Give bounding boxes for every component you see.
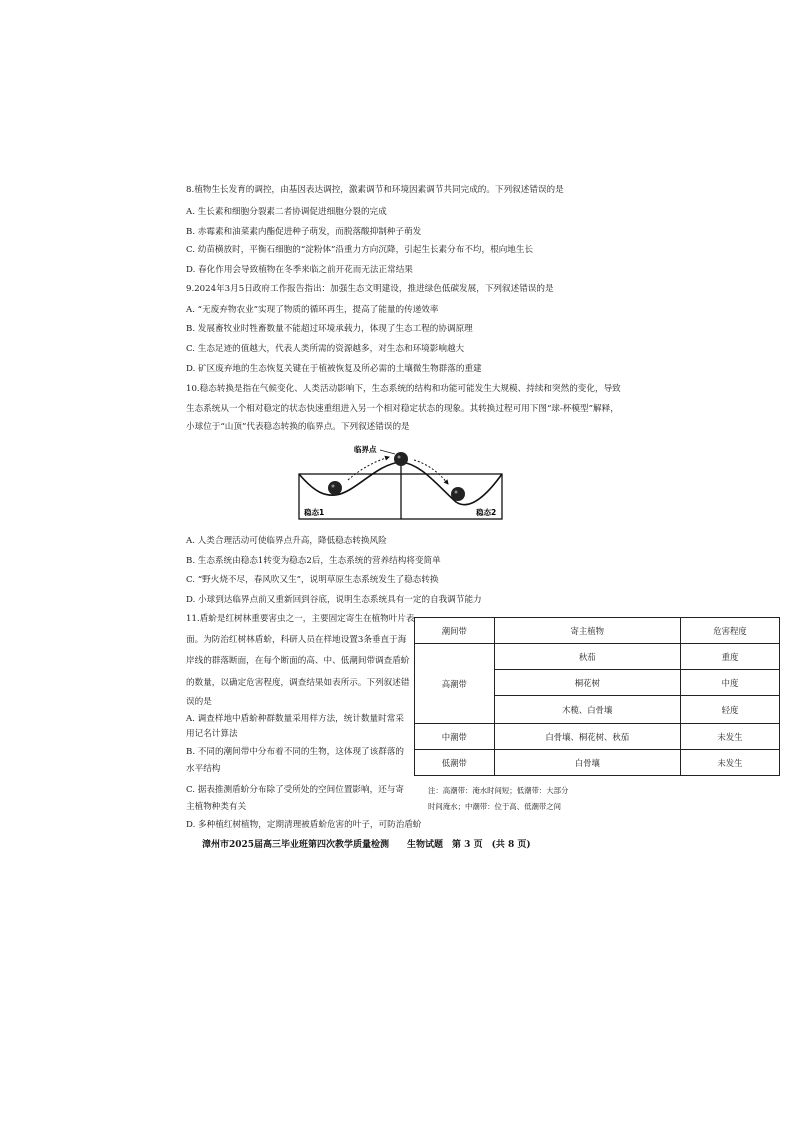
table-row bbox=[415, 750, 780, 776]
ball-state-2 bbox=[451, 487, 465, 501]
q10-option-c: C. “野火烧不尽，春风吹又生”，说明草原生态系统发生了稳态转换 bbox=[186, 575, 439, 585]
q11-stem-line-3: 岸线的群落断面，在每个断面的高、中、低潮间带调查盾蚧 bbox=[186, 656, 410, 666]
q8-option-d: D. 春化作用会导致植物在冬季来临之前开花而无法正常结果 bbox=[186, 265, 413, 275]
q10-stem-line-2: 生态系统从一个相对稳定的状态快速重组进入另一个相对稳定状态的现象。其转换过程可用下图“球-杯模型”解释， bbox=[186, 404, 619, 414]
q11-stem-line-1: 11.盾蚧是红树林重要害虫之一，主要固定寄生在植物叶片表 bbox=[186, 614, 415, 624]
q11-option-a-line-2: 用记名计算法 bbox=[186, 729, 238, 739]
page-footer: 漳州市2025届高三毕业班第四次教学质量检测 生物试题 第 3 页 (共 8 页) bbox=[202, 840, 531, 850]
table-row bbox=[415, 724, 780, 750]
table-cell: 低潮带 bbox=[415, 750, 495, 776]
q8-option-a: A. 生长素和细胞分裂素二者协调促进细胞分裂的完成 bbox=[186, 207, 387, 217]
critical-point-label: 临界点 bbox=[354, 445, 377, 454]
ball-cup-diagram bbox=[296, 444, 506, 522]
q11-stem-line-4: 的数量，以确定危害程度，调查结果如表所示。下列叙述错 bbox=[186, 678, 410, 688]
q8-option-c: C. 幼苗横放时，平衡石细胞的“淀粉体”沿重力方向沉降，引起生长素分布不均，根向地生长 bbox=[186, 245, 534, 255]
table-header: 潮间带 bbox=[415, 618, 495, 644]
table-cell: 秋茄 bbox=[494, 644, 680, 670]
table-note-line-2: 时间淹水；中潮带：位于高、低潮带之间 bbox=[428, 802, 562, 811]
table-cell: 中度 bbox=[680, 670, 779, 696]
table-row bbox=[415, 644, 780, 670]
table-cell: 白骨壤 bbox=[494, 750, 680, 776]
ball-critical bbox=[394, 452, 408, 466]
q11-stem-line-2: 面。为防治红树林盾蚧，科研人员在样地设置3条垂直于海 bbox=[186, 635, 407, 645]
q10-option-d: D. 小球到达临界点前又重新回到谷底，说明生态系统具有一定的自我调节能力 bbox=[186, 595, 482, 605]
q11-option-b-line-1: B. 不同的潮间带中分布着不同的生物，这体现了该群落的 bbox=[186, 747, 405, 757]
q10-stem-line-3: 小球位于“山顶”代表稳态转换的临界点。下列叙述错误的是 bbox=[186, 422, 410, 432]
arrow-down-right bbox=[414, 460, 448, 484]
q11-option-c-line-2: 主植物种类有关 bbox=[186, 802, 247, 812]
table-header: 寄主植物 bbox=[494, 618, 680, 644]
q11-stem-line-5: 误的是 bbox=[186, 697, 212, 707]
ball-state-1 bbox=[328, 481, 342, 495]
q9-option-c: C. 生态足迹的值越大，代表人类所需的资源越多，对生态和环境影响越大 bbox=[186, 344, 465, 354]
table-cell: 未发生 bbox=[680, 724, 779, 750]
table-cell: 重度 bbox=[680, 644, 779, 670]
table-header-row bbox=[415, 618, 780, 644]
table-cell: 中潮带 bbox=[415, 724, 495, 750]
table-cell: 未发生 bbox=[680, 750, 779, 776]
q10-option-b: B. 生态系统由稳态1转变为稳态2后，生态系统的营养结构将变简单 bbox=[186, 556, 441, 566]
q9-option-b: B. 发展畜牧业时牲畜数量不能超过环境承载力，体现了生态工程的协调原理 bbox=[186, 324, 473, 334]
q8-option-b: B. 赤霉素和油菜素内酯促进种子萌发，而脱落酸抑制种子萌发 bbox=[186, 227, 422, 237]
survey-table bbox=[414, 617, 780, 776]
q11-option-d: D. 多种植红树植物，定期清理被盾蚧危害的叶子，可防治盾蚧 bbox=[186, 820, 422, 830]
table-cell: 桐花树 bbox=[494, 670, 680, 696]
state-1-label: 稳态1 bbox=[304, 508, 325, 517]
table-cell: 木榄、白骨壤 bbox=[494, 696, 680, 724]
table-header: 危害程度 bbox=[680, 618, 779, 644]
q9-option-d: D. 矿区废弃地的生态恢复关键在于植被恢复及所必需的土壤微生物群落的重建 bbox=[186, 364, 482, 374]
state-2-label: 稳态2 bbox=[476, 508, 497, 517]
q8-stem: 8.植物生长发育的调控，由基因表达调控，激素调节和环境因素调节共同完成的。下列叙述错误的是 bbox=[186, 185, 564, 195]
q11-option-a-line-1: A. 调查样地中盾蚧种群数量采用样方法，统计数量时常采 bbox=[186, 714, 404, 724]
table-cell: 轻度 bbox=[680, 696, 779, 724]
q9-option-a: A. “无废弃物农业”实现了物质的循环再生，提高了能量的传递效率 bbox=[186, 305, 439, 315]
q10-stem-line-1: 10.稳态转换是指在气候变化、人类活动影响下，生态系统的结构和功能可能发生大规模、持续和突然的变化，导致 bbox=[186, 384, 621, 394]
q10-option-a: A. 人类合理活动可使临界点升高，降低稳态转换风险 bbox=[186, 536, 387, 546]
table-cell: 高潮带 bbox=[415, 644, 495, 724]
q11-option-c-line-1: C. 据表推测盾蚧分布除了受所处的空间位置影响，还与寄 bbox=[186, 785, 404, 795]
table-cell: 白骨壤、桐花树、秋茄 bbox=[494, 724, 680, 750]
table-note-line-1: 注：高潮带：淹水时间短；低潮带：大部分 bbox=[428, 786, 569, 795]
q9-stem: 9.2024年3月5日政府工作报告指出：加强生态文明建设，推进绿色低碳发展，下列叙述错误的是 bbox=[186, 284, 554, 294]
q11-option-b-line-2: 水平结构 bbox=[186, 764, 221, 774]
